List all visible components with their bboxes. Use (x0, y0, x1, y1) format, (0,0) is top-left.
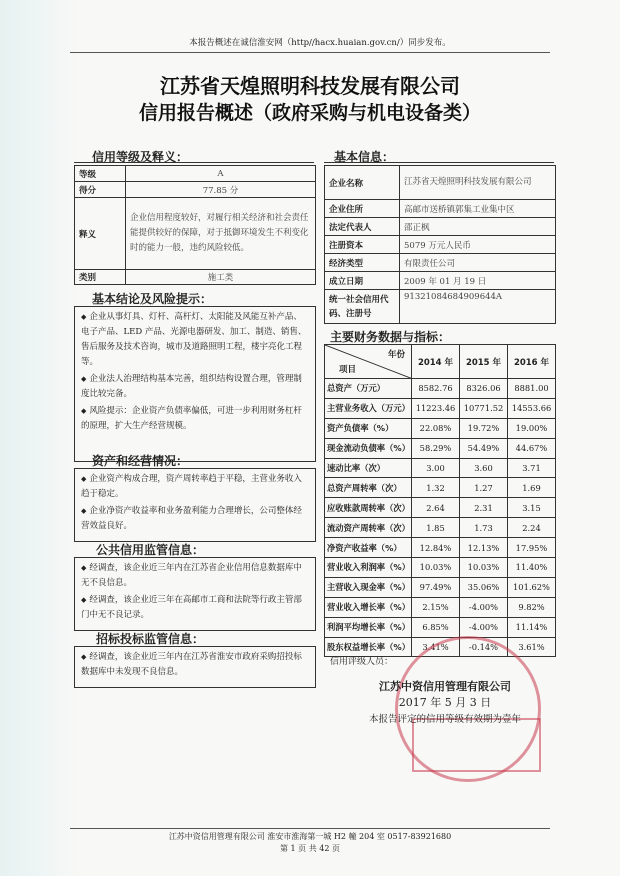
metric-value: -4.00% (460, 617, 508, 637)
basic-info-heading: 基本信息： (334, 150, 395, 164)
grade-value: A (126, 166, 316, 182)
public-credit-item: ◆ 经调查，该企业近三年在高邮市工商和法院等行政主管部门中无不良记录。 (81, 595, 302, 620)
metric-name: 流动资产周转率（次） (325, 518, 412, 538)
metric-value: 2.64 (412, 498, 460, 518)
financial-row (325, 458, 556, 478)
financial-heading: 主要财务数据与指标： (330, 330, 451, 344)
financial-row (325, 398, 556, 418)
bullet-icon: ◆ (81, 596, 87, 604)
metric-value: 3.41% (412, 637, 460, 657)
metric-value: 12.13% (460, 538, 508, 558)
metric-value: 11.40% (508, 558, 556, 578)
year-header: 2015 年 (460, 345, 508, 379)
page-number: 第 1 页 共 42 页 (280, 844, 340, 853)
basic-info-label: 注册资本 (325, 236, 400, 254)
document-title: 江苏省天煌照明科技发展有限公司 (160, 74, 460, 98)
metric-name: 现金流动负债率（%） (325, 438, 412, 458)
assets-item: ◆ 企业净资产收益率和业务盈利能力合理增长，公司整体经营效益良好。 (81, 506, 302, 531)
financial-rows (325, 379, 556, 657)
header-year-label: 年份 (387, 350, 405, 360)
bullet-icon: ◆ (81, 653, 87, 661)
metric-value: 6.85% (412, 617, 460, 637)
metric-value: 54.49% (460, 438, 508, 458)
bullet-icon: ◆ (81, 313, 87, 321)
year-header: 2016 年 (508, 345, 556, 379)
metric-name: 总资产（万元） (325, 379, 412, 399)
bullet-icon: ◆ (81, 407, 87, 415)
conclusion-item: ◆ 企业从事灯具、灯杆、高杆灯、太阳能及风能互补产品、电子产品、LED 产品、光源电器研发、加工、制造、销售、售后服务及技术咨询，城市及道路照明工程，楼宇亮化工程等。 (81, 312, 307, 367)
rating-company: 江苏中资信用管理有限公司 (379, 680, 511, 693)
filing-stamp (412, 718, 541, 772)
conclusion-heading: 基本结论及风险提示： (92, 292, 213, 306)
metric-value: 2.31 (460, 498, 508, 518)
conclusion-item: ◆ 企业法人治理结构基本完善，组织结构设置合理，管理制度比较完备。 (81, 374, 302, 399)
bidding-box (74, 646, 316, 688)
financial-row (325, 498, 556, 518)
metric-name: 资产负债率（%） (325, 418, 412, 438)
financial-row (325, 558, 556, 578)
bullet-icon: ◆ (81, 507, 87, 515)
metric-value: 17.95% (508, 538, 556, 558)
metric-value: 12.84% (412, 538, 460, 558)
metric-name: 速动比率（次） (325, 458, 412, 478)
financial-table (324, 344, 556, 657)
public-credit-item: ◆ 经调查，该企业近三年内在江苏省企业信用信息数据库中无不良信息。 (81, 563, 302, 588)
basic-info-value: 江苏省天煌照明科技发展有限公司 (400, 166, 556, 200)
category-label: 类别 (75, 270, 126, 285)
financial-row (325, 478, 556, 498)
metric-value: 3.15 (508, 498, 556, 518)
metric-value: 8582.76 (412, 379, 460, 399)
public-credit-heading: 公共信用监管信息： (96, 543, 205, 557)
header-item-label: 项目 (339, 365, 357, 375)
metric-value: 19.72% (460, 418, 508, 438)
metric-value: 10.03% (412, 558, 460, 578)
metric-value: 10.03% (460, 558, 508, 578)
metric-value: 3.71 (508, 458, 556, 478)
basic-info-value: 91321084684909644A (400, 290, 556, 324)
year-header: 2014 年 (412, 345, 460, 379)
metric-value: 3.61% (508, 637, 556, 657)
metric-name: 主营收入现金率（%） (325, 577, 412, 597)
financial-row (325, 518, 556, 538)
metric-value: 2.15% (412, 597, 460, 617)
basic-info-label: 企业名称 (325, 166, 400, 200)
rating-date: 2017 年 5 月 3 日 (398, 696, 492, 709)
metric-value: 1.85 (412, 518, 460, 538)
metric-value: 19.00% (508, 418, 556, 438)
metric-value: 35.06% (460, 577, 508, 597)
metric-value: 8881.00 (508, 379, 556, 399)
heading-underline (324, 162, 554, 163)
footer-divider (70, 828, 550, 829)
basic-info-value: 5079 万元人民币 (400, 236, 556, 254)
basic-info-value: 有限责任公司 (400, 254, 556, 272)
metric-name: 股东权益增长率（%） (325, 637, 412, 657)
score-value: 77.85 分 (126, 182, 316, 198)
credit-grade-heading: 信用等级及释义： (92, 150, 189, 164)
top-divider (70, 52, 550, 53)
metric-value: 101.62% (508, 577, 556, 597)
heading-underline (74, 162, 314, 163)
category-value: 施工类 (126, 270, 316, 285)
metric-value: -0.14% (460, 637, 508, 657)
assets-item: ◆ 企业资产构成合理，资产周转率趋于平稳，主营业务收入趋于稳定。 (81, 474, 302, 499)
top-note: 本报告概述在诚信淮安网（http//hacx.huaian.gov.cn/）同步发布。 (189, 38, 451, 48)
metric-value: 22.08% (412, 418, 460, 438)
metric-value: 3.00 (412, 458, 460, 478)
basic-info-value: 邵正枫 (400, 218, 556, 236)
bullet-icon: ◆ (81, 564, 87, 572)
meaning-label: 释义 (75, 198, 126, 270)
footer-contact: 江苏中资信用管理有限公司 淮安市淮海第一城 H2 幢 204 室 0517-83921680 (168, 832, 452, 841)
bullet-icon: ◆ (81, 375, 87, 383)
conclusion-item: ◆ 风险提示：企业资产负债率偏低，可进一步利用财务杠杆的原理，扩大生产经营规模。 (81, 406, 302, 431)
header-corner-cell (325, 345, 412, 379)
score-label: 得分 (75, 182, 126, 198)
metric-value: 10771.52 (460, 398, 508, 418)
metric-value: 3.60 (460, 458, 508, 478)
basic-info-label: 经济类型 (325, 254, 400, 272)
basic-info-label: 企业住所 (325, 200, 400, 218)
assets-heading: 资产和经营情况： (92, 454, 189, 468)
basic-info-value: 2009 年 01 月 19 日 (400, 272, 556, 290)
metric-value: 44.67% (508, 438, 556, 458)
rater-label: 信用评级人员： (330, 657, 394, 667)
meaning-value: 企业信用程度较好，对履行相关经济和社会责任能提供较好的保障，对于抵御环境发生不利变化时的能力一般，违约风险较低。 (126, 198, 316, 270)
metric-value: 58.29% (412, 438, 460, 458)
grade-label: 等级 (75, 166, 126, 182)
bullet-icon: ◆ (81, 475, 87, 483)
basic-info-label: 统一社会信用代码、注册号 (325, 290, 400, 324)
assets-box (74, 468, 316, 542)
basic-info-value: 高邮市送桥镇郭集工业集中区 (400, 200, 556, 218)
metric-value: 2.24 (508, 518, 556, 538)
financial-row (325, 438, 556, 458)
public-credit-box (74, 557, 316, 631)
basic-info-table (324, 165, 556, 324)
financial-row (325, 617, 556, 637)
metric-value: 11223.46 (412, 398, 460, 418)
metric-value: -4.00% (460, 597, 508, 617)
metric-name: 净资产收益率（%） (325, 538, 412, 558)
financial-row (325, 379, 556, 399)
metric-name: 应收账款周转率（次） (325, 498, 412, 518)
metric-value: 9.82% (508, 597, 556, 617)
bidding-heading: 招标投标监管信息： (96, 632, 205, 646)
validity-note: 本报告评定的信用等级有效期为壹年 (368, 714, 521, 725)
metric-value: 14553.66 (508, 398, 556, 418)
financial-row (325, 577, 556, 597)
financial-row (325, 538, 556, 558)
credit-grade-table (74, 165, 316, 285)
financial-row (325, 418, 556, 438)
metric-name: 总资产周转率（次） (325, 478, 412, 498)
metric-value: 1.73 (460, 518, 508, 538)
metric-name: 利润平均增长率（%） (325, 617, 412, 637)
metric-value: 1.69 (508, 478, 556, 498)
metric-value: 1.32 (412, 478, 460, 498)
document-subtitle: 信用报告概述（政府采购与机电设备类） (138, 102, 481, 124)
basic-info-label: 法定代表人 (325, 218, 400, 236)
metric-name: 主营业务收入（万元） (325, 398, 412, 418)
metric-name: 营业收入利润率（%） (325, 558, 412, 578)
metric-name: 营业收入增长率（%） (325, 597, 412, 617)
metric-value: 8326.06 (460, 379, 508, 399)
metric-value: 11.14% (508, 617, 556, 637)
conclusion-box (74, 306, 316, 462)
metric-value: 97.49% (412, 577, 460, 597)
financial-row (325, 597, 556, 617)
basic-info-label: 成立日期 (325, 272, 400, 290)
metric-value: 1.27 (460, 478, 508, 498)
bidding-item: ◆ 经调查，该企业近三年内在江苏省淮安市政府采购招投标数据库中未发现不良信息。 (81, 652, 302, 677)
